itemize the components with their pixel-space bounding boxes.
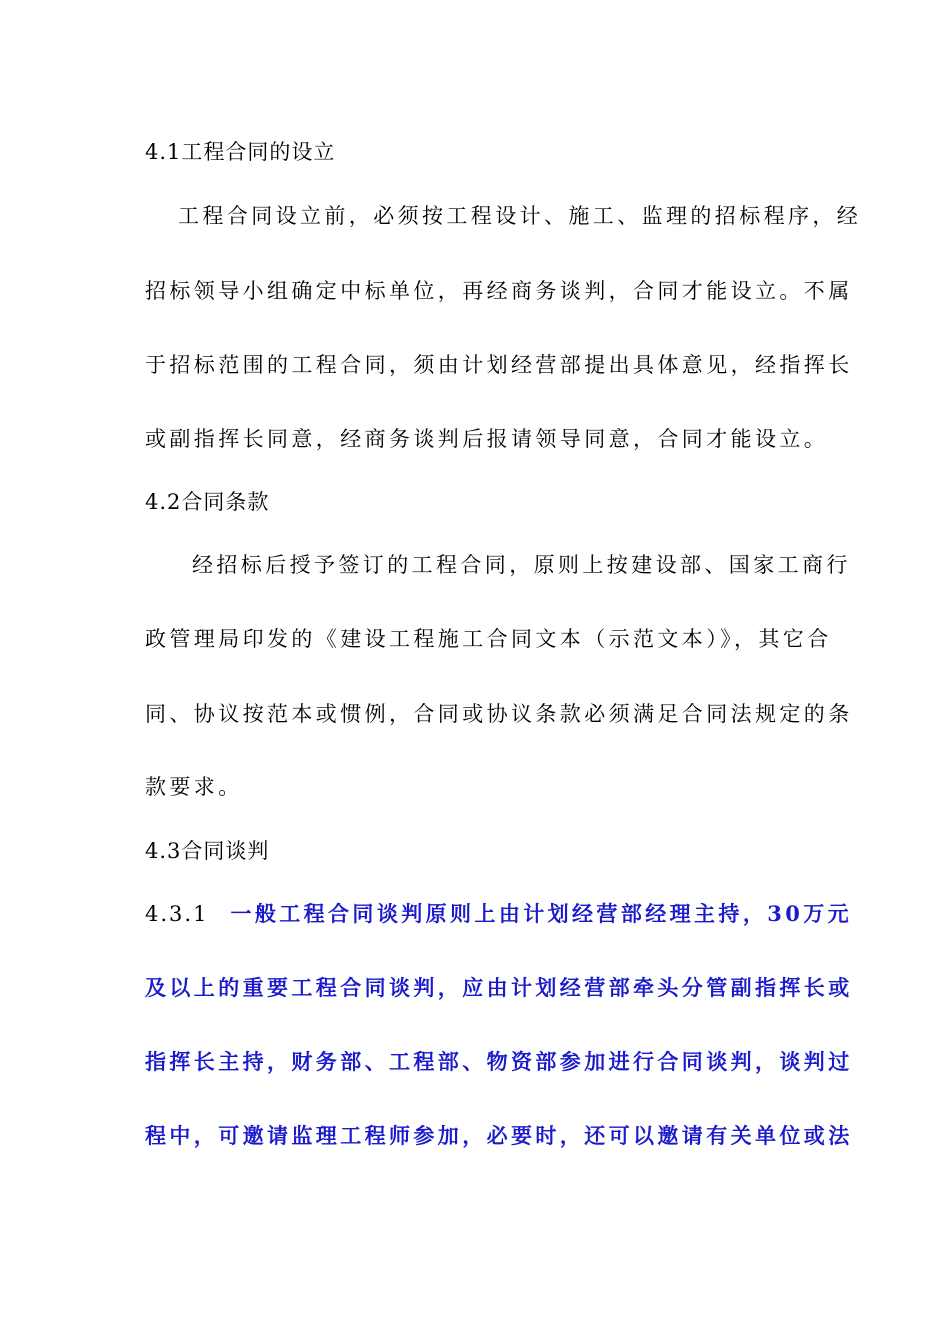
section-4-1-line-3: 于招标范围的工程合同，须由计划经营部提出具体意见，经指挥长 <box>145 353 853 377</box>
section-4-2-line-3: 同、协议按范本或惯例，合同或协议条款必须满足合同法规定的条 <box>145 702 853 726</box>
section-4-3-1-line-1 <box>145 900 852 928</box>
section-4-3-1-text-1: 一般工程合同谈判原则上由计划经营部经理主持，30万元 <box>230 901 853 926</box>
section-4-3-1-line-4: 程中，可邀请监理工程师参加，必要时，还可以邀请有关单位或法 <box>145 1123 853 1148</box>
section-4-2-heading: 4.2合同条款 <box>145 490 270 514</box>
section-4-1-line-4: 或副指挥长同意，经商务谈判后报请领导同意，合同才能设立。 <box>145 427 829 451</box>
section-4-1-line-1: 工程合同设立前，必须按工程设计、施工、监理的招标程序，经 <box>178 204 862 228</box>
section-4-1-heading: 4.1工程合同的设立 <box>145 140 336 164</box>
section-4-2-line-1: 经招标后授予签订的工程合同，原则上按建设部、国家工商行 <box>192 553 851 577</box>
section-4-1-line-2: 招标领导小组确定中标单位，再经商务谈判，合同才能设立。不属 <box>145 279 853 303</box>
section-4-3-1-number: 4.3.1 <box>145 902 209 926</box>
section-4-3-1-line-2: 及以上的重要工程合同谈判，应由计划经营部牵头分管副指挥长或 <box>145 975 853 1000</box>
section-4-3-heading: 4.3合同谈判 <box>145 839 270 863</box>
section-4-2-line-2: 政管理局印发的《建设工程施工合同文本（示范文本）》，其它合 <box>145 627 832 651</box>
section-4-2-line-4: 款要求。 <box>145 775 243 799</box>
section-4-3-1-line-3: 指挥长主持，财务部、工程部、物资部参加进行合同谈判，谈判过 <box>145 1049 853 1074</box>
